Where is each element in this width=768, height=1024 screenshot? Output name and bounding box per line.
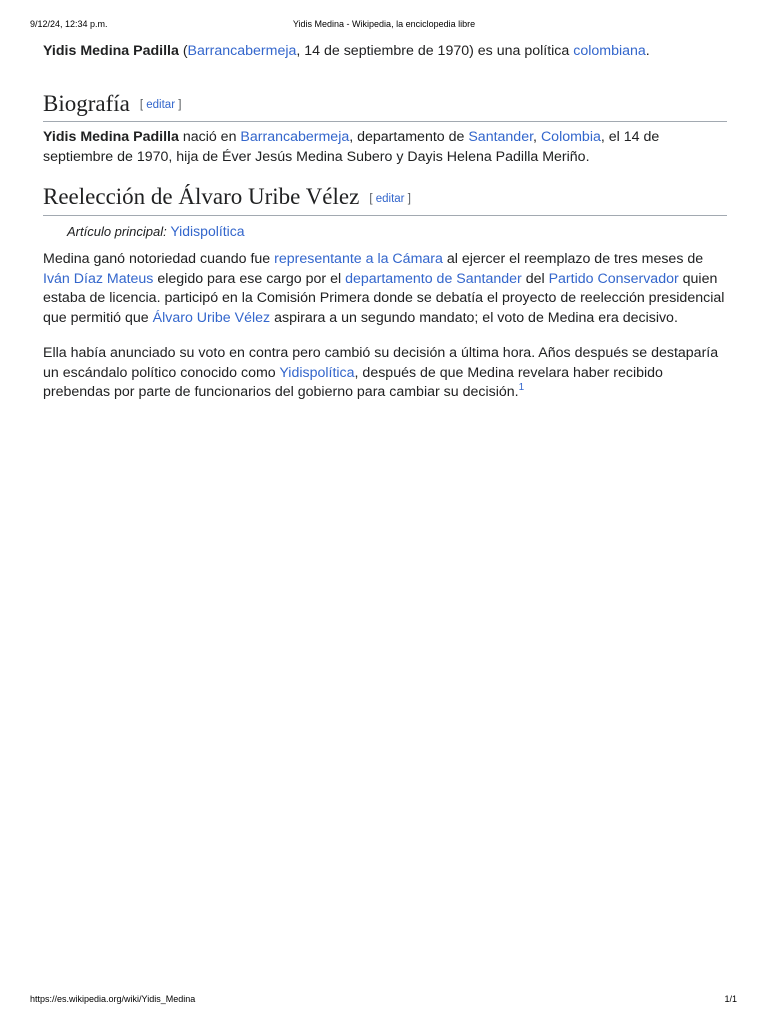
link-yidispolitica-main[interactable]: Yidispolítica: [170, 222, 245, 239]
edit-section-biografia: [ editar ]: [139, 99, 182, 112]
link-barrancabermeja[interactable]: Barrancabermeja: [187, 43, 297, 59]
heading-biografia: Biografía [ editar ]: [43, 90, 727, 123]
link-alvaro-uribe-velez[interactable]: Álvaro Uribe Vélez: [152, 309, 271, 326]
print-url: https://es.wikipedia.org/wiki/Yidis_Medina: [30, 994, 196, 1004]
edit-link-biografia[interactable]: editar: [146, 99, 176, 112]
link-colombia[interactable]: Colombia: [540, 129, 601, 146]
link-colombiana[interactable]: colombiana: [573, 43, 646, 59]
link-yidispolitica[interactable]: Yidispolítica: [279, 364, 355, 381]
print-page-number: 1/1: [724, 994, 737, 1004]
link-representante-camara[interactable]: representante a la Cámara: [274, 251, 443, 268]
edit-section-reeleccion: [ editar ]: [369, 192, 411, 205]
reeleccion-paragraph-1: Medina ganó notoriedad cuando fue representante a la Cámara al ejercer el reemplazo de tres meses de Iván Díaz Mateus elegido para ese cargo por el departamento de Santander del Partido Conservador quien estaba de licencia. participó en la Comisión Primera donde se debatía el proyecto de reelección presidencial que permitió que Álvaro Uribe Vélez aspirara a un segundo mandato; el voto de Medina era decisivo.: [43, 251, 725, 326]
edit-link-reeleccion[interactable]: editar: [375, 192, 405, 205]
link-santander[interactable]: Santander: [468, 129, 534, 146]
subject-name: Yidis Medina Padilla: [43, 43, 179, 59]
print-datetime: 9/12/24, 12:34 p.m.: [30, 19, 108, 29]
link-ivan-diaz-mateus[interactable]: Iván Díaz Mateus: [43, 270, 154, 287]
article-content: [43, 42, 727, 403]
hatnote-main-article: Artículo principal: Yidispolítica: [67, 222, 245, 239]
heading-reeleccion: Reelección de Álvaro Uribe Vélez [ editar ]: [43, 183, 727, 216]
subject-name: Yidis Medina Padilla: [43, 129, 179, 146]
biografia-paragraph: Yidis Medina Padilla nació en Barrancabermeja, departamento de Santander, Colombia, el 14 de septiembre de 1970, hija de Éver Jesús Medina Subero y Dayis Helena Padilla Meriño.: [43, 129, 660, 165]
print-page-title: Yidis Medina - Wikipedia, la enciclopedia libre: [292, 19, 476, 29]
reference-1[interactable]: 1: [518, 382, 525, 394]
link-barrancabermeja[interactable]: Barrancabermeja: [240, 129, 350, 146]
reeleccion-paragraph-2: Ella había anunciado su voto en contra pero cambió su decisión a última hora. Años después se destaparía un escándalo político conocido como Yidispolítica, después de que Medina revelara haber recibido prebendas por parte de funcionarios del gobierno para cambiar su decisión.$^1$: [43, 345, 719, 401]
link-partido-conservador[interactable]: Partido Conservador: [548, 270, 679, 287]
lead-paragraph: Yidis Medina Padilla (Barrancabermeja, 14 de septiembre de 1970) es una política colombiana.: [43, 43, 650, 59]
link-departamento-santander[interactable]: departamento de Santander: [345, 270, 522, 287]
